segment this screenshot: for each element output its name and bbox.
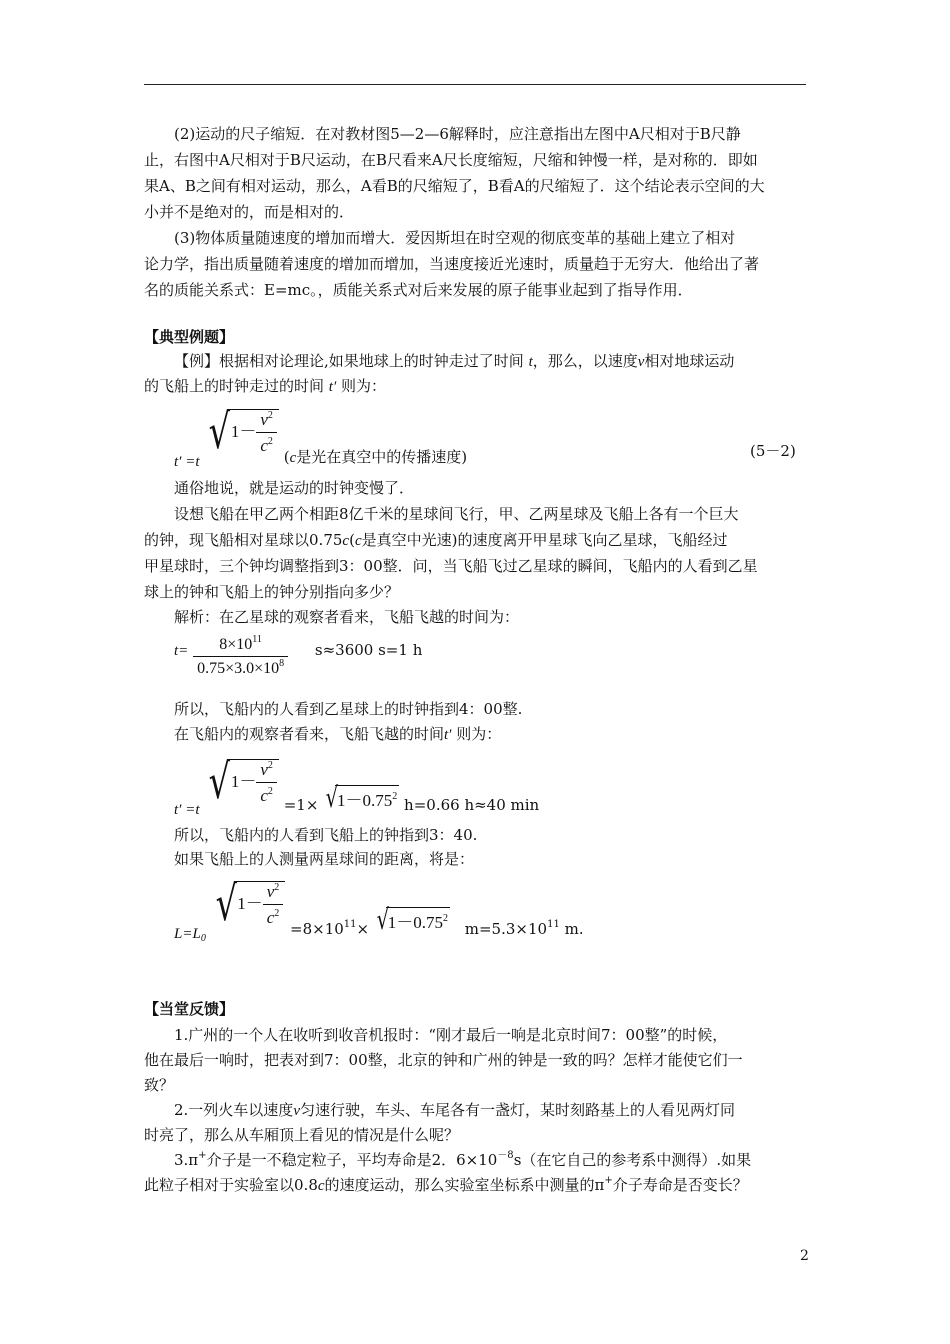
question-line-3: 甲星球时，三个钟均调整指到3：00整．问，当飞船飞过乙星球的瞬间，飞船内的人看到乙星 bbox=[144, 557, 758, 575]
text: 的钟，现飞船相对星球以0.75 bbox=[144, 531, 343, 549]
sqrt-numeric bbox=[323, 781, 399, 814]
equation-rhs bbox=[465, 920, 584, 938]
text: 则为： bbox=[456, 725, 502, 743]
equation-flight-time bbox=[174, 636, 422, 678]
question-line-2 bbox=[144, 529, 727, 552]
var-v: v bbox=[293, 1103, 300, 1119]
paragraph-3-line-1: (3)物体质量随速度的增加而增大．爱因斯坦在时空观的彻底变革的基础上建立了相对 bbox=[174, 229, 736, 247]
exp: 11 bbox=[343, 919, 357, 930]
denominator bbox=[263, 904, 284, 928]
paragraph-2-line-1: (2)运动的尺子缩短．在对教材图5—2—6解释时，应注意指出左图中A尺相对于B尺静 bbox=[174, 125, 741, 143]
numerator bbox=[193, 636, 288, 656]
var-v: v bbox=[260, 409, 268, 429]
equation-time-dilation bbox=[174, 402, 468, 470]
equation-note bbox=[284, 448, 467, 466]
denominator bbox=[256, 782, 277, 806]
var-t: t bbox=[528, 354, 533, 370]
text: 介子是一不稳定粒子，平均寿命是2．6×10 bbox=[206, 1151, 498, 1169]
text: 则为： bbox=[341, 377, 387, 395]
text: 3.π bbox=[174, 1151, 199, 1169]
multiplier: =1× bbox=[283, 796, 319, 814]
text: 匀速行驶，车头、车尾各有一盏灯，某时刻路基上的人看见两灯同 bbox=[299, 1101, 735, 1119]
equation-rhs: s≈3600 s=1 h bbox=[314, 641, 423, 659]
var-c: c bbox=[260, 785, 268, 805]
var-v: v bbox=[637, 354, 645, 370]
page-number: 2 bbox=[800, 1248, 809, 1264]
radical-sign: √ bbox=[208, 754, 231, 810]
feedback-1-line-1: 1.广州的一个人在收听到收音机报时：“刚才最后一响是北京时间7：00整”的时候， bbox=[174, 1026, 728, 1044]
text: × bbox=[356, 920, 370, 938]
text: 1－ bbox=[237, 893, 263, 913]
paragraph-3-line-3: 名的质能关系式：E=mc。，质能关系式对后来发展的原子能事业起到了指导作用． bbox=[144, 281, 693, 299]
text: 相对地球运动 bbox=[644, 352, 735, 370]
exp: + bbox=[198, 1150, 207, 1161]
exp: 2 bbox=[442, 913, 448, 924]
question-line-1: 设想飞船在甲乙两个相距8亿千米的星球间飞行，甲、乙两星球及飞船上各有一个巨大 bbox=[174, 505, 739, 523]
feedback-3-line-1 bbox=[174, 1149, 751, 1174]
equation-rhs: h=0.66 h≈40 min bbox=[404, 796, 540, 814]
feedback-2-line-2: 时亮了，那么从车厢顶上看见的情况是什么呢？ bbox=[144, 1126, 460, 1144]
text: 8×10 bbox=[219, 636, 253, 653]
example-line-2 bbox=[144, 375, 386, 398]
exp: 11 bbox=[252, 634, 262, 645]
exp: 2 bbox=[267, 435, 273, 447]
numerator bbox=[256, 410, 277, 432]
fraction-time bbox=[193, 636, 288, 678]
section-heading-examples: 【典型例题】 bbox=[144, 328, 235, 346]
var-v: v bbox=[260, 759, 268, 779]
equation-lhs: t= bbox=[174, 643, 189, 659]
equation-number: (5－2) bbox=[750, 442, 796, 460]
exp: 11 bbox=[547, 919, 560, 930]
var-t-prime: t′ bbox=[444, 727, 452, 743]
var-c: c bbox=[342, 533, 350, 549]
equation-ship-time bbox=[174, 752, 540, 818]
fraction-v2-c2 bbox=[256, 760, 277, 806]
text: 2.一列火车以速度 bbox=[174, 1101, 294, 1119]
text: 是光在真空中的传播速度) bbox=[296, 448, 468, 466]
feedback-1-line-2: 他在最后一响时，把表对到7：00整，北京的钟和广州的钟是一致的吗？怎样才能使它们一 bbox=[144, 1051, 743, 1069]
paragraph-3-line-2: 论力学，指出质量随着速度的增加而增加，当速度接近光速时，质量趋于无穷大．他给出了著 bbox=[144, 255, 760, 273]
text: m. bbox=[564, 920, 584, 938]
text: ( bbox=[349, 531, 355, 549]
var-c: c bbox=[289, 450, 297, 466]
sqrt-body bbox=[229, 409, 279, 456]
question-line-4: 球上的钟和飞船上的钟分别指向多少？ bbox=[144, 583, 400, 601]
paragraph-2-line-2: 止，右图中A尺相对于B尺运动，在B尺看来A尺长度缩短，尺缩和钟慢一样，是对称的．即如 bbox=[144, 151, 758, 169]
text: =8×10 bbox=[290, 920, 344, 938]
text: 1－ bbox=[230, 771, 257, 791]
var-c: c bbox=[266, 907, 275, 927]
fraction-v2-c2 bbox=[263, 882, 284, 928]
text: 的速度运动，那么实验室坐标系中测量的π bbox=[324, 1176, 605, 1194]
feedback-2-line-1 bbox=[174, 1099, 735, 1122]
text: ( bbox=[283, 448, 290, 466]
text: 【例】根据相对论理论,如果地球上的时钟走过了时间 bbox=[174, 352, 524, 370]
sqrt-body bbox=[386, 907, 450, 933]
exp: 2 bbox=[267, 409, 273, 421]
exp: 2 bbox=[392, 791, 398, 802]
solution-line-4: 所以，飞船内的人看到飞船上的钟指到3：40. bbox=[174, 826, 478, 844]
text: 介子寿命是否变长？ bbox=[612, 1176, 748, 1194]
text: L=L bbox=[174, 926, 201, 942]
paragraph-2-line-4: 小并不是绝对的，而是相对的． bbox=[144, 203, 355, 221]
var-t-prime: t′ bbox=[328, 379, 337, 395]
section-heading-feedback: 【当堂反馈】 bbox=[144, 1000, 235, 1018]
var-c: c bbox=[317, 1178, 325, 1194]
sqrt-body bbox=[229, 759, 279, 806]
numerator bbox=[256, 760, 277, 782]
equation-lhs bbox=[174, 926, 206, 942]
solution-line-3 bbox=[174, 723, 501, 746]
example-line-1 bbox=[174, 350, 734, 373]
sqrt-expression bbox=[204, 754, 279, 810]
exp: 2 bbox=[274, 881, 280, 893]
radical-sign: √ bbox=[215, 876, 237, 932]
text: 1－0.75 bbox=[387, 913, 443, 932]
text: 此粒子相对于实验室以0.8 bbox=[144, 1176, 318, 1194]
equation-lhs: t′ =t bbox=[174, 802, 200, 818]
exp: 8 bbox=[279, 658, 285, 669]
feedback-1-line-3: 致？ bbox=[144, 1076, 175, 1094]
exp: 2 bbox=[274, 907, 280, 919]
text: m=5.3×10 bbox=[464, 920, 548, 938]
subscript: 0 bbox=[200, 933, 206, 944]
solution-line-1: 解析：在乙星球的观察者看来，飞船飞越的时间为： bbox=[174, 608, 520, 626]
var-c: c bbox=[354, 533, 362, 549]
exp: 2 bbox=[267, 759, 273, 771]
exp: 2 bbox=[267, 785, 273, 797]
var-v: v bbox=[266, 881, 275, 901]
radical-sign: √ bbox=[208, 404, 231, 460]
var-c: c bbox=[260, 435, 268, 455]
text: 0.75×3.0×10 bbox=[197, 660, 280, 677]
equation-lhs: t′ =t bbox=[174, 454, 200, 470]
numerator bbox=[263, 882, 284, 904]
text: ，那么，以速度 bbox=[532, 352, 638, 370]
feedback-3-line-2 bbox=[144, 1174, 748, 1199]
text: 在飞船内的观察者看来，飞船飞越的时间 bbox=[174, 725, 445, 743]
text: 1－ bbox=[230, 421, 257, 441]
solution-line-2: 所以，飞船内的人看到乙星球上的时钟指到4：00整. bbox=[174, 700, 523, 718]
solution-line-5: 如果飞船上的人测量两星球间的距离，将是： bbox=[174, 850, 475, 868]
radical-sign: √ bbox=[325, 781, 339, 814]
radical-sign: √ bbox=[376, 903, 390, 936]
denominator bbox=[193, 656, 288, 678]
multiplier bbox=[290, 920, 369, 938]
sqrt-body bbox=[335, 785, 399, 811]
header-rule bbox=[144, 84, 806, 85]
text: 1－0.75 bbox=[337, 791, 393, 810]
text: s（在它自己的参考系中测得）.如果 bbox=[513, 1151, 752, 1169]
explanation-line: 通俗地说，就是运动的时钟变慢了． bbox=[174, 479, 415, 497]
text: 是真空中光速)的速度离开甲星球飞向乙星球，飞船经过 bbox=[361, 531, 728, 549]
sqrt-numeric bbox=[374, 903, 450, 936]
fraction-v2-c2 bbox=[256, 410, 277, 456]
sqrt-expression bbox=[204, 404, 279, 460]
exp: + bbox=[604, 1175, 613, 1186]
exp: －8 bbox=[497, 1150, 514, 1161]
text: 的飞船上的时钟走过的时间 bbox=[144, 377, 325, 395]
paragraph-2-line-3: 果A、B之间有相对运动，那么，A看B的尺缩短了，B看A的尺缩短了．这个结论表示空间的大 bbox=[144, 177, 765, 195]
sqrt-expression bbox=[211, 876, 286, 932]
sqrt-body bbox=[235, 881, 285, 928]
denominator bbox=[256, 432, 277, 456]
